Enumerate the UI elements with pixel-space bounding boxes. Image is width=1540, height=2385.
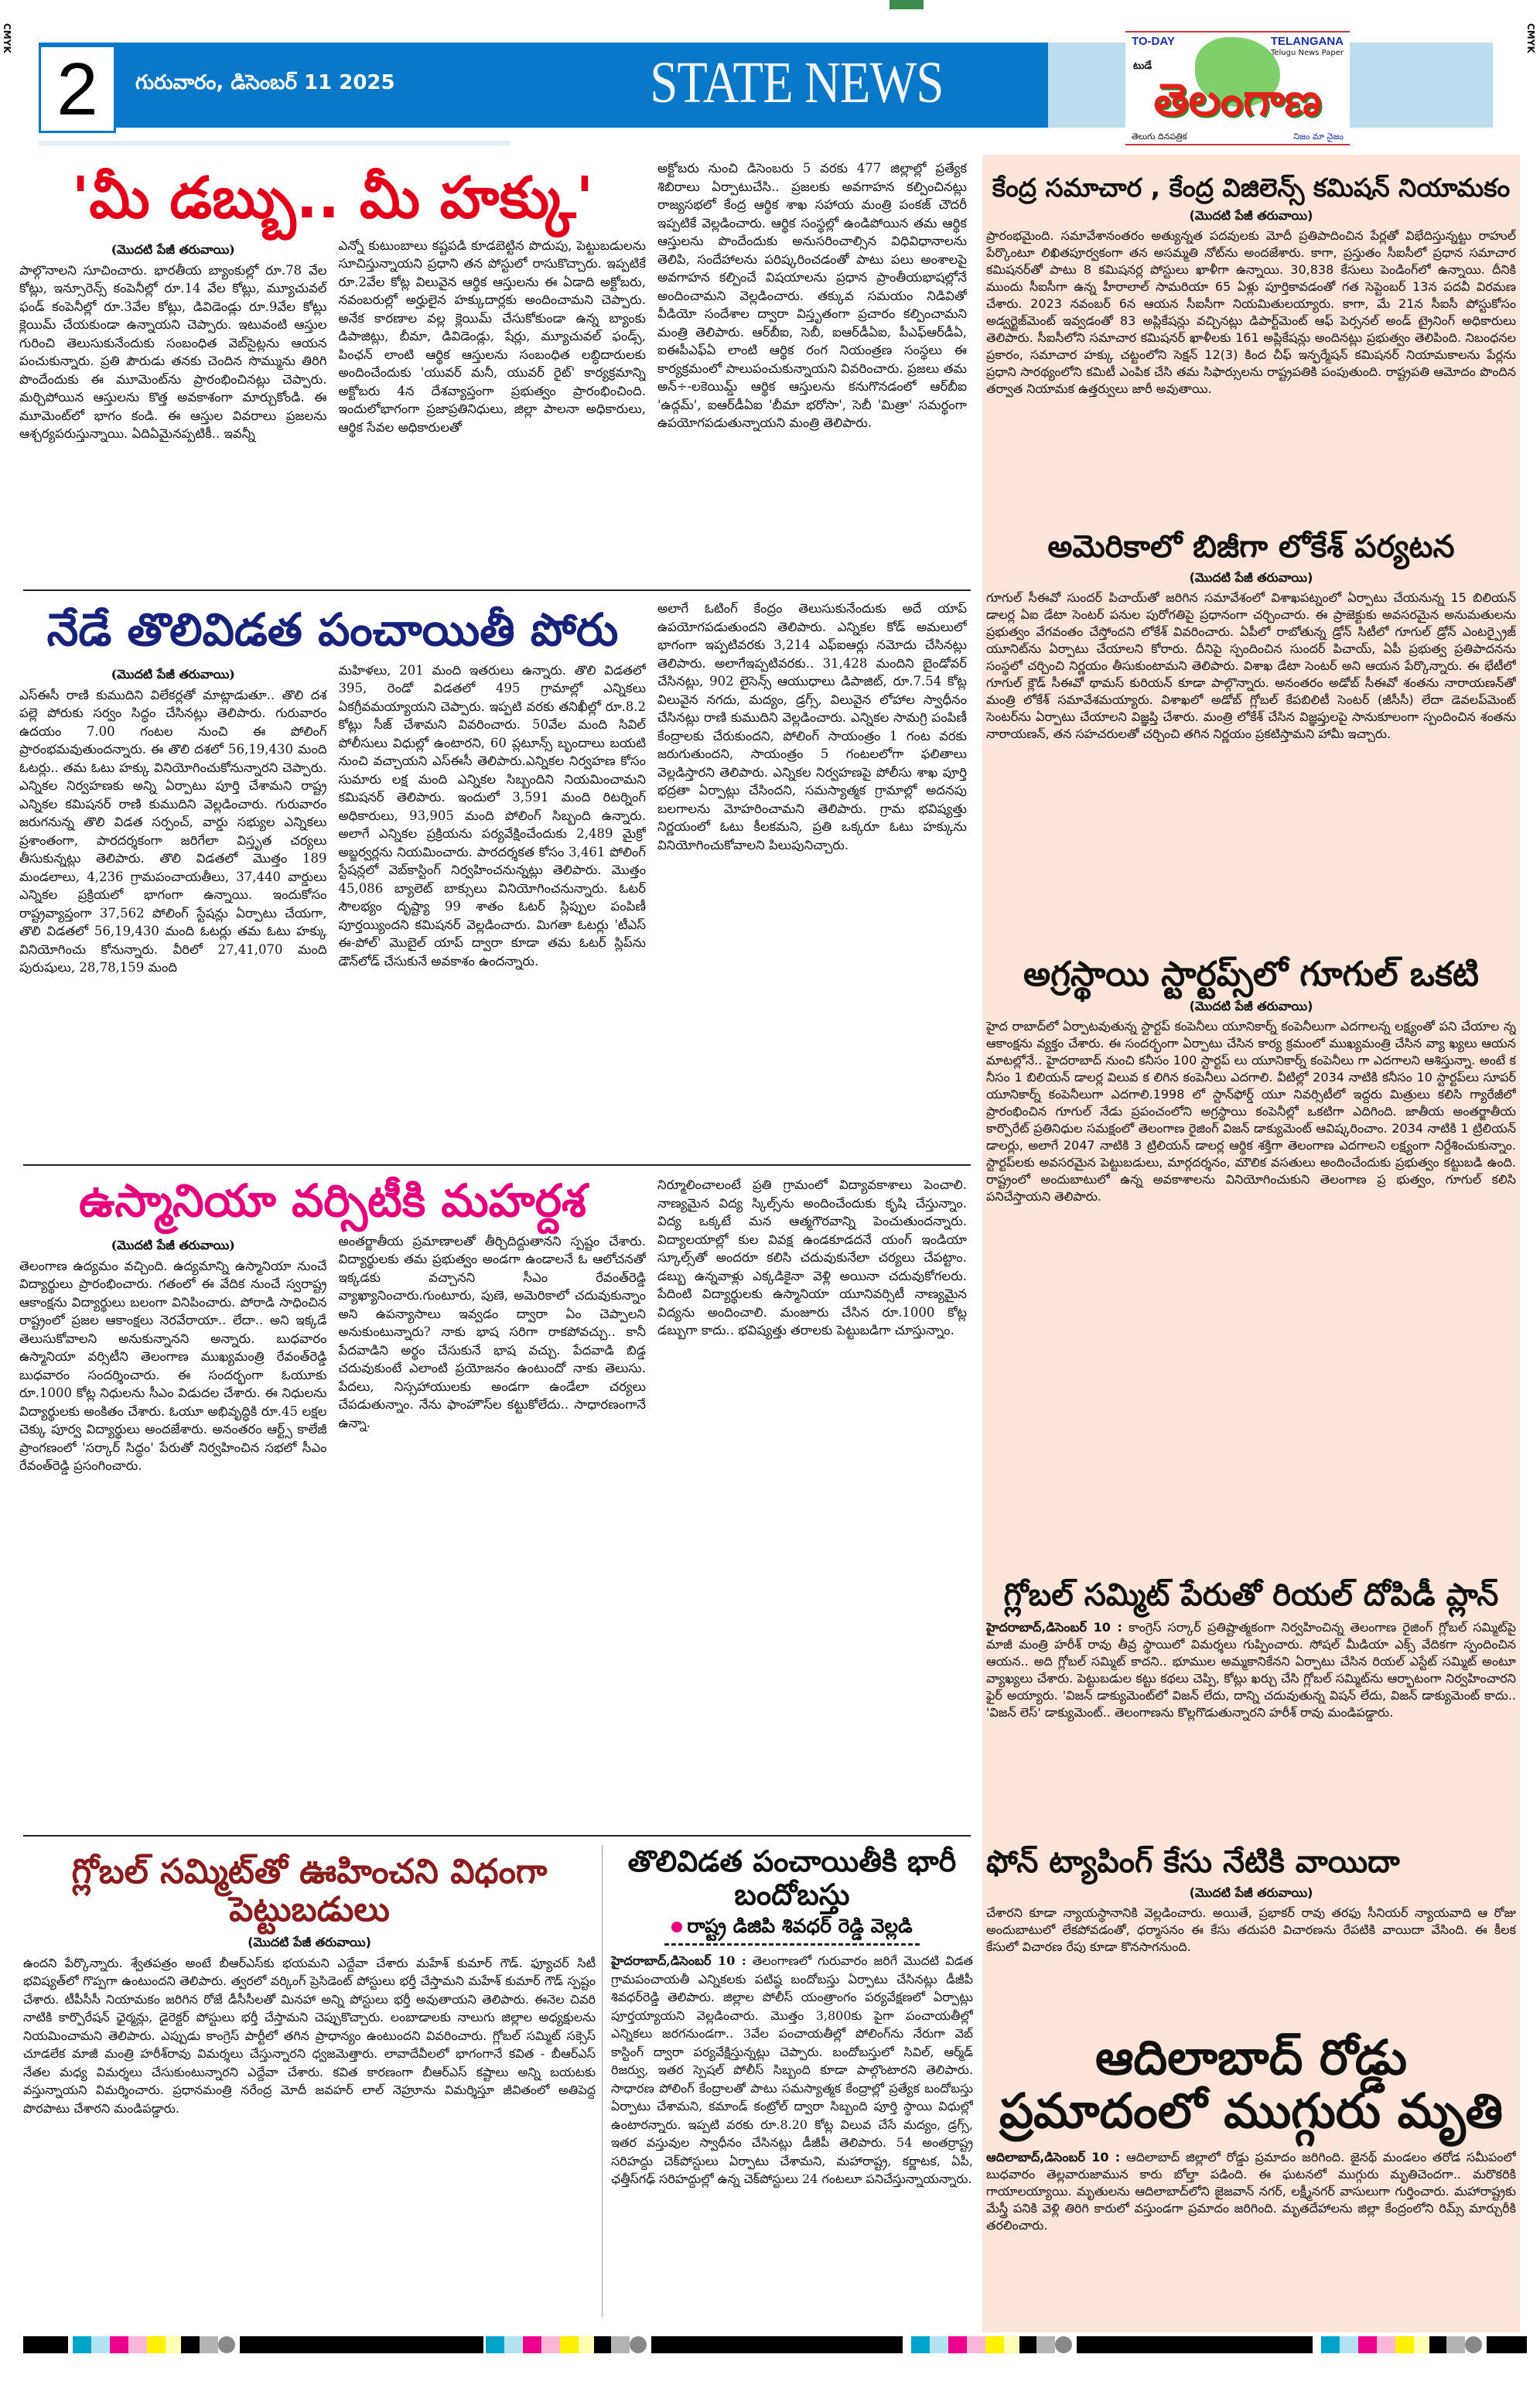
article-body — [611, 1952, 973, 2317]
column-text: తెలంగాణ ఉద్యమం వచ్చింది. ఉద్యమాన్ని ఉస్మానియా నుంచే విద్యార్థులు ప్రారంభించారు. గతంలో ఈ వేదిక నుంచే స్వరాష్ట్ర ఆకాంక్షను విద్యార్థులు బలంగా వినిపించారు. పోరాడి సాధించిన రాష్ట్రంలో ప్రజల ఆకాంక్షలు నెరవేరాయా.. లేదా.. అని ఇక్కడే తెలుసుకోవాలని అనుకున్నానని అన్నారు. బుధవారం ఉస్మానియా వర్సిటీని తెలంగాణ ముఖ్యమంత్రి రేవంత్‌రెడ్డి బుధవారం సందర్శించారు. ఈ సందర్భంగా ఓయూకు రూ.1000 కోట్ల నిధులను సీఎం విడుదల చేశారు. ఈ నిధులను విద్యార్థులకు అంకితం చేశారు. ఓయూ అభివృద్ధికి రూ.45 లక్షల చెక్కు పూర్వ విద్యార్థులు అందజేశారు. అనంతరం ఆర్ట్స్ కాలేజీ ప్రాంగణంలో 'సర్కార్ సిద్ధం' పేరుతో నిర్వహించిన సభలో సీఎం రేవంత్‌రెడ్డి ప్రసంగించారు. — [19, 1258, 327, 1474]
headline: ఉస్మానియా వర్సిటీకి మహర్దశ — [79, 1176, 586, 1227]
headline: గ్లోబల్ సమ్మిట్ పేరుతో రియల్ దోపిడీ ప్లాన్ — [1003, 1578, 1499, 1613]
cmyk-mark-right: CMYK — [1525, 23, 1536, 53]
logo-telangana: TELANGANA — [1270, 35, 1344, 48]
subheadline-text: రాష్ట్ర డిజిపి శివధర్ రెడ్డి వెల్లడి — [687, 1915, 913, 1938]
continued-label: (మొదటి పేజీ తరువాయి) — [111, 241, 235, 257]
continued-label: (మొదటి పేజీ తరువాయి) — [248, 1934, 371, 1949]
article-adilabad-accident — [986, 2031, 1516, 2321]
continued-label: (మొదటి పేజీ తరువాయి) — [1189, 207, 1313, 223]
continued-label: (మొదటి పేజీ తరువాయి) — [1189, 1884, 1313, 1900]
article-column — [19, 1232, 327, 1826]
logo-bottom-left: తెలుగు దినపత్రిక — [1132, 132, 1187, 142]
article-body — [986, 1619, 1516, 1840]
issue-date: గురువారం, డిసెంబర్ 11 2025 — [135, 71, 395, 94]
article-body: చేశారని కూడా న్యాయస్థానానికి వెల్లడించారు. అయితే, ప్రభాకర్ రావు తరఫు సీనియర్ న్యాయవాది ఆ రోజు అందుబాటులో లేకపోవడంతో, ధర్మాసనం ఈ కేసు తదుపరి విచారణను రేపటికి వాయిదా వేసింది. ఈ కీలక కేసులో విచారణ రేపు కూడా కొనసాగనుంది. — [986, 1905, 1516, 1954]
article-column: మహిళలు, 201 మంది ఇతరులు ఉన్నారు. తొలి విడతలో 395, రెండో విడతలో 495 గ్రామాల్లో ఎన్నికలు ఏకగ్రీవమయ్యాయని చెప్పారు. ఇప్పటి వరకు తనిఖీల్లో రూ.8.2 కోట్లు సీజ్ చేశామని వివరించారు. 50వేల మంది సివిల్ పోలీసులు విధుల్లో ఉంటారని, 60 ప్లటూన్స్ బృందాలు బయటి నుంచి వచ్చాయని ఎస్ఈసీ తెలిపారు.ఎన్నికల నిర్వహణ కోసం సుమారు లక్ష మంది ఎన్నికల సిబ్బందిని నియమించామని కమిషనర్ తెలిపారు. ఇందులో 3,591 మంది రిటర్నింగ్ అధికారులు, 93,905 మంది పోలింగ్ సిబ్బంది ఉన్నారు. అలాగే ఎన్నికల ప్రక్రియను పర్యవేక్షించేందుకు 2,489 మైక్రో అబ్జర్వర్లను నియమించారు. పారదర్శకత కోసం 3,461 పోలింగ్ స్టేషన్లలో వెబ్‌కాస్టింగ్ నిర్వహించనున్నట్లు తెలిపారు. మొత్తం 45,086 బ్యాలెట్ బాక్సులు వినియోగించనున్నారు. ఓటర్ సౌలభ్యం దృష్ట్యా 99 శాతం ఓటర్ స్లిప్పుల పంపిణీ పూర్తయ్యిందని కమిషనర్ వెల్లడించారు. మిగతా ఓటర్లు 'టీఎస్ ఈ-పోల్' మొబైల్ యాప్ ద్వారా కూడా తమ ఓటర్ స్లిప్‌ను డౌన్‌లోడ్ చేసుకునే అవకాశం ఉందన్నారు. — [338, 662, 646, 969]
body-text: తెలంగాణలో గురువారం జరిగే మొదటి విడత గ్రామపంచాయతీ ఎన్నికలకు పటిష్ఠ బందోబస్తు ఏర్పాటు చేసినట్లు డీజీపీ శివధర్‌రెడ్డి తెలిపారు. జిల్లాల పోలీస్ యంత్రాంగం పర్యవేక్షణలో ఏర్పాట్లు పూర్తయ్యాయని వెల్లడించారు. మొత్తం 3,800కు పైగా పంచాయతీల్లో ఎన్నికలు జరగనుండగా.. 3వేల పంచాయతీల్లో పోలింగ్‌ను నేరుగా వెబ్ కాస్టింగ్ ద్వారా పర్యవేక్షిస్తున్నట్లు చెప్పారు. బందోబస్తులో సివిల్, ఆర్మ్‌డ్ రిజర్వు, ఇతర స్పెషల్ పోలీస్ సిబ్బంది కూడా పాల్గొంటారని తెలిపారు. సాధారణ పోలింగ్ కేంద్రాలతో పాటు సమస్యాత్మక కేంద్రాల్లో ప్రత్యేక బందోబస్తు ఏర్పాటు చేశామని, కమాండ్ కంట్రోల్ ద్వారా సిబ్బంది పూర్తి స్థాయి విధుల్లో ఉంటారన్నారు. ఇప్పటి వరకు రూ.8.20 కోట్ల విలువ చేసే మద్యం, డ్రగ్స్, ఇతర వస్తువుల స్వాధీనం చేసినట్లు డీజీపీ తెలిపారు. 54 అంతర్రాష్ట్ర సరిహద్దు చెక్‌పోస్టులు ఏర్పాటు చేశామని, మహారాష్ట్ర, కర్ణాటక, ఏపీ, ఛత్తీస్‌గఢ్ సరిహద్దుల్లో ఉన్న చెక్‌పోస్టులు 24 గంటలూ పనిచేస్తున్నాయన్నారు. — [611, 1953, 973, 2187]
headline: కేంద్ర సమాచార , కేంద్ర విజిలెన్స్ కమిషన్ నియామకం — [992, 174, 1511, 203]
divider — [23, 589, 971, 591]
dateline: హైదరాబాద్,డిసెంబర్ 10 : — [986, 1619, 1122, 1635]
body-text: కాంగ్రెస్ సర్కార్ ప్రతిష్టాత్మకంగా నిర్వహించిన్న తెలంగాణ రైజింగ్ గ్లోబల్ సమ్మిట్‌పై మాజీ మంత్రి హరీశ్ రావు తీవ్ర స్థాయిలో విమర్శలు గుప్పించారు. సోషల్ మీడియా ఎక్స్ వేదికగా స్పందించిన ఆయన.. అది గ్లోబల్ సమ్మిట్ కాదని.. భూముల అమ్మకానికేనని ఏర్పాటు చేసిన రియల్ ఎస్టేట్ సమ్మిట్ అంటూ వ్యాఖ్యలు చేశారు. పెట్టుబడుల కట్టు కథలు చెప్పి, కోట్లు ఖర్చు చేసి గ్లోబల్ సమ్మిట్‌ను ఆర్భాటంగా నిర్వహించారని ఫైర్ అయ్యారు. 'విజన్ డాక్యుమెంట్‌లో విజన్ లేదు, దాన్ని చదువుతున్న విషన్ లేదు, విజన్ డాక్యుమెంట్ కాదు.. 'విజన్ లెస్' డాక్యుమెంట్.. తెలంగాణను కొల్లగొడుతున్నారని హరీశ్ రావు మండిపడ్డారు. — [986, 1619, 1516, 1720]
dateline: ఆదిలాబాద్,డిసెంబర్ 10 : — [986, 2149, 1121, 2165]
bullet-icon — [671, 1922, 682, 1932]
article-police-bandobast — [611, 1845, 973, 2317]
headline — [986, 2031, 1516, 2138]
article-osmania-university — [19, 1176, 646, 1826]
headline: ఫోన్ ట్యాపింగ్ కేసు నేటికి వాయిదా — [986, 1845, 1400, 1880]
headline: గ్లోబల్ సమ్మిట్‌తో ఊహించని విధంగా పెట్టుబడులు — [71, 1853, 548, 1930]
article-panchayat-poll — [19, 605, 646, 1156]
dashed-divider — [664, 1943, 920, 1946]
newspaper-logo — [1125, 31, 1350, 145]
article-body: గూగుల్ సీఈవో సుందర్ పిచాయ్‌తో జరిగిన సమావేశంలో విశాఖపట్నంలో ఏర్పాటు చేయనున్న 15 బిలియన్ డాలర్ల ఏఐ డేటా సెంటర్ పనుల పురోగతిపై ప్రధానంగా చర్చించారు. ఈ ప్రాజెక్టుకు అవసరమైన అనుమతులను ప్రభుత్వం వేగవంతం చేస్తోందని లోకేశ్ వివరించారు. ఏపీలో రాబోతున్న డ్రోన్ సిటీలో గూగుల్ డ్రోన్ ఎంటర్ప్రైజ్ యూనిట్‌ను ఏర్పాటు చేయాలని కోరారు. దీనిపై స్పందించిన సుందర్ పిచాయ్, ఏపీ ప్రభుత్వ ప్రతిపాదనను సంస్థలో చర్చించి నిర్ణయం తీసుకుంటామని తెలిపారు. విశాఖ డేటా సెంటర్ అని ఆయన పేర్కొన్నారు. ఈ భేటీలో గూగుల్ క్లౌడ్ సీఈవో థామస్ కురియన్ కూడా పాల్గొన్నారు. అనంతరం అడోబ్ సీఈవో శంతను నారాయణన్‌తో మంత్రి లోకేశ్ సమావేశమయ్యారు. విశాఖలో అడోబ్ గ్లోబల్ కేపబిలిటీ సెంటర్ (జీసీసీ) లేదా డెవలప్‌మెంట్ సెంటర్‌ను ఏర్పాటు చేయాలని విజ్ఞప్తి చేశారు. మంత్రి లోకేశ్ చేసిన విజ్ఞప్తులపై సానుకూలంగా స్పందించిన శంతను నారాయణన్, తన సహచరులతో చర్చించి తగిన నిర్ణయం ప్రకటిస్తామని హామీ ఇచ్చారు. — [986, 589, 1516, 741]
logo-name: తెలంగాణ — [1153, 73, 1322, 126]
article-columns — [19, 661, 646, 1156]
continued-label: (మొదటి పేజీ తరువాయి) — [1189, 569, 1313, 585]
divider — [23, 1164, 971, 1166]
calibration-block — [486, 2336, 903, 2353]
article-columns — [19, 1232, 646, 1826]
logo-today: TO-DAY — [1132, 35, 1175, 48]
calibration-block — [23, 2336, 483, 2353]
article-lokesh-america — [986, 530, 1516, 944]
headline-line: ఆదిలాబాద్ రోడ్డు — [1094, 2031, 1408, 2086]
page-number: 2 — [39, 45, 116, 133]
article-phone-tapping — [986, 1845, 1516, 2023]
article-body — [986, 2149, 1516, 2321]
article-your-money — [19, 166, 646, 584]
column-divider — [602, 1845, 603, 2317]
headline: అమెరికాలో బిజీగా లోకేశ్ పర్యటన — [1047, 530, 1455, 565]
article-google-startups — [986, 955, 1516, 1563]
article-summit-investments — [23, 1853, 596, 2317]
article-cic-appointment — [986, 174, 1516, 522]
calibration-block — [911, 2336, 1313, 2353]
body-text: ఆదిలాబాద్ జిల్లాలో రోడ్డు ప్రమాదం జరిగింది. జైనథ్ మండలం తరోడ సమీపంలో బుధవారం తెల్లవారుజామున కారు బోల్తా పడింది. ఈ ఘటనలో ముగ్గురు మృతిచెందగా.. మరొకరికి గాయాలయ్యాయి. మృతులను ఆదిలాబాద్‌లోని జైజవాన్ నగర్, లక్ష్మీనగర్ వాసులుగా గుర్తించారు. మహారాష్ట్రకు మేస్త్రీ పనికి వెళ్లి తిరిగి కారులో వస్తుండగా ప్రమాదం జరిగింది. మృతదేహాలను జిల్లా కేంద్రంలోని రిమ్స్ మార్చురీకి తరలించారు. — [986, 2149, 1516, 2233]
article-summit-real-estate — [986, 1578, 1516, 1840]
headline: 'మీ డబ్బు.. మీ హక్కు' — [71, 166, 594, 231]
headline: నేడే తొలివిడత పంచాయితీ పోరు — [46, 605, 619, 656]
article-column: ఎన్నో కుటుంబాలు కష్టపడి కూడబెట్టిన పొదుపు, పెట్టుబడులను సూచిస్తున్నాయని ప్రధాని తన పోస్టులో రాసుకొచ్చారు. ఇప్పటికే రూ.2వేల కోట్ల విలువైన ఆర్థిక ఆస్తులను ఈ ఏడాది అక్టోబరు, నవంబరుల్లో అర్హులైన హక్కుదార్లకు అందించామని చెప్పారు. అనేక కారణాల వల్ల క్లెయిమ్ చేసుకోకుండా ఉన్న బ్యాంకు డిపాజిట్లు, బీమా, డివిడెండ్లు, షేర్లు, మ్యూచువల్ ఫండ్స్, పింఛన్ లాంటి ఆర్థిక ఆస్తులను సంబంధిత లబ్ధిదారులకు అందించేందుకు 'యువర్ మనీ, యువర్ రైట్' కార్యక్రమాన్ని అక్టోబరు 4న దేశవ్యాప్తంగా ప్రభుత్వం ప్రారంభించింది. ఇందులోభాగంగా ప్రజాప్రతినిధులు, జిల్లా పాలనా అధికారులు, ఆర్థిక సేవల అధికారులతో — [338, 237, 646, 435]
calibration-block — [1321, 2336, 1527, 2353]
logo-small: టుడే — [1133, 60, 1152, 72]
headline: అగ్రస్థాయి స్టార్టప్స్‌లో గూగుల్ ఒకటి — [1023, 955, 1479, 994]
divider — [23, 1835, 971, 1837]
continued-label: (మొదటి పేజీ తరువాయి) — [111, 666, 235, 682]
article-column: నిర్మూలించాలంటే ప్రతి గ్రామంలో విద్యావకాశాలు పెంచాలి. నాణ్యమైన విద్య స్కిల్స్‌ను అందించేందుకు కృషి చేస్తున్నాం. విద్య ఒక్కటే మన ఆత్మగౌరవాన్ని పెంచుతుందన్నారు. విద్యాలయాల్లో కుల వివక్ష ఉండకూడదనే యంగ్ ఇండియా స్కూల్స్‌తో అందరూ కలిసి చదువుకునేలా చర్యలు చేపట్టాం. డబ్బు ఉన్నవాళ్లు ఎక్కడికైనా వెళ్లి అయినా చదువుకోగలరు. పేదింటి విద్యార్థులకు ఉస్మానియా యూనివర్సిటీ నాణ్యమైన విద్యను అందించాలి. మంజూరు చేసిన రూ.1000 కోట్ల డబ్బుగా కాదు.. భవిష్యత్తు తరాలకు పెట్టుబడిగా చూస్తున్నాం. — [657, 1177, 967, 1338]
article-body: హైద రాబాద్‌లో ఏర్పాటవుతున్న స్టార్టప్ కంపెనీలు యూనికార్న్ కంపెనీలుగా ఎదగాలన్న లక్ష్యంతో పని చేయాల న్న ఆకాంక్షను వ్యక్తం చేశారు. ఈ సందర్భంగా ఏర్పాటు చేసిన కార్య క్రమంలో ముఖ్యమంత్రి చేసిన వ్యా ఖ్యలు ఆయన మాటల్లోనే.. హైదరాబాద్ నుంచి కనీసం 100 స్టార్టప్ లు యూనికార్న్ కంపెనీలు గా ఎదగాలని ఆశిస్తున్నా. అంటే క నీసం 1 బిలియన్ డాలర్ల విలువ క లిగిన కంపెనీలు ఎదగాలి. వీటిల్లో 2034 నాటికి కనీసం 10 స్టార్టప్‌లు సూపర్ యూనికార్న్ కంపెనీలుగా ఎదగాలి.1998 లో స్టాన్‌ఫోర్డ్ యూ నివర్సిటీలో ఇద్దరు మిత్రులు కలిసి గ్యారేజీలో ప్రారంభించిన గూగుల్ నేడు ప్రపంచంలోని అగ్రస్థాయి కంపెనీల్లో ఒకటిగా ఎదిగింది. జాతీయ అంతర్జాతీయ కార్పొరేట్ ప్రతినిధుల సమక్షంలో తెలంగాణ రైజింగ్ విజన్ డాక్యుమెంట్ ఆవిష్కరించాం. 2034 నాటికి 1 ట్రిలియన్ డాలర్లు, అలాగే 2047 నాటికి 3 ట్రిలియన్ డాలర్ల ఆర్థిక శక్తిగా తెలంగాణ ఎదగాలని లక్ష్యంగా నిర్దేశించుకున్నాం. స్టార్టప్‌లకు అవసరమైన పెట్టుబడులు, మార్గదర్శనం, మౌలిక వసతులు అందించేందుకు ప్రభుత్వం కట్టుబడి ఉంది. రాష్ట్రంలో అందుబాటులో ఉన్న అవకాశాలను వినియోగించుకుని తెలంగాణ ప్ర భుత్వం, గూగుల్ కలిసి పనిచేస్తాయని తెలిపారు. — [986, 1019, 1516, 1204]
article-columns — [19, 237, 646, 584]
registration-mark — [890, 0, 924, 9]
headline: తొలివిడత పంచాయితీకి భారీ బందోబస్తు — [627, 1845, 957, 1912]
article-column: అక్టోబరు నుంచి డిసెంబరు 5 వరకు 477 జిల్లాల్లో ప్రత్యేక శిబిరాలు ఏర్పాటుచేసి.. ప్రజలకు అవగాహన కల్పించినట్లు రాజ్యసభలో కేంద్ర ఆర్థిక శాఖ సహాయ మంత్రి పంకజ్ చౌదరీ ఇప్పటికే వెల్లడించారు. ఆర్థిక సంస్థల్లో ఉండిపోయిన తమ ఆర్థిక ఆస్తులను పొందేందుకు అనుసరించాల్సిన విధివిధానాలను తెలిపి, సందేహాలను పరిష్కరించడంతో పాటు పలు అంశాలపై అవగాహన కల్పించే విషయాలను ప్రధాన ప్రాంతీయభాషల్లోనే అందించామని వెల్లడించారు. తక్కువ సమయం నిడివితో వీడియో సందేశాల ద్వారా విస్తృతంగా ప్రచారం కల్పించామని మంత్రి తెలిపారు. ఆర్‌బీఐ, సెబీ, ఐఆర్‌డీఏఐ, పీఎఫ్‌ఆర్‌డీఏ, ఐఈపీఎఫ్‌ఏ లాంటి ఆర్థిక రంగ నియంత్రణ సంస్థలు ఈ కార్యక్రమంలో పాలుపంచుకున్నాయని వివరించారు. ప్రజలు తమ అన్‌÷-లకెయిమ్డ్ ఆర్థిక ఆస్తులను కనుగొనడంలో ఆర్‌బీఐ 'ఉద్గమ్', ఐఆర్‌డీఏఐ 'బీమా భరోసా', సెబీ 'మిత్రా' సమర్థంగా ఉపయోగపడుతున్నాయని మంత్రి తెలిపారు. — [657, 161, 967, 430]
article-column — [19, 237, 327, 584]
header-underline — [39, 141, 510, 145]
continued-label: (మొదటి పేజీ తరువాయి) — [111, 1237, 235, 1252]
column-text: ఎస్ఈసీ రాణి కుముదిని విలేకర్లతో మాట్లాడుతూ.. తొలి దశ పల్లె పోరుకు సర్వం సిద్ధం చేసినట్లు తెలిపారు. గురువారం ఉదయం 7.00 గంటల నుంచి ఈ పోలింగ్ ప్రారంభమవుతుందన్నారు. ఈ తొలి దశలో 56,19,430 మంది ఓటర్లు.. తమ ఓటు హక్కు వినియోగించుకోనున్నారని చెప్పారు. ఎన్నికల నిర్వహణకు అన్ని ఏర్పాటు పూర్తి చేశామని రాష్ట్ర ఎన్నికల కమిషనర్ రాణి కుముదిని వెల్లడించారు. గురువారం జరుగనున్న తొలి విడత సర్పంచ్, వార్డు సభ్యుల ఎన్నికలు ప్రశాంతంగా, పారదర్శకంగా జరిగేలా విస్తృత చర్యలు తీసుకున్నట్లు తెలిపారు. తొలి విడతలో మొత్తం 189 మండలాలు, 4,236 గ్రామపంచాయతీలు, 37,440 వార్డులు ఎన్నికల ప్రక్రియలో భాగంగా ఉన్నాయి. ఇందుకోసం రాష్ట్రవ్యాప్తంగా 37,562 పోలింగ్ స్టేషన్లు ఏర్పాటు చేయగా, తొలి విడతలో 56,19,430 మంది ఓటర్లు తమ ఓటు హక్కు వినియోగించు కోనున్నారు. వీరిలో 27,41,070 మంది పురుషులు, 28,78,159 మంది — [19, 687, 327, 976]
article-body: ప్రారంభమైంది. సమావేశానంతరం అత్యున్నత పదవులకు మోదీ ప్రతిపాదించిన పేర్లతో విభేదిస్తున్నట్టు రాహుల్ పేర్కొంటూ లిఖితపూర్వకంగా తన అసమ్మతి నోట్‌ను అందజేశారు. కాగా, ప్రస్తుతం సీఐసీలో ప్రధాన సమాచార కమిషనర్‌తో పాటు 8 కమిషనర్ల పోస్టులు ఖాళీగా ఉన్నాయి. 30,838 కేసులు పెండింగ్‌లో ఉన్నాయి. దీనికి ముందు సీఐసీగా ఉన్న హీరాలాల్ సామరియా 65 ఏళ్లు పూర్తికావడంతో గత సెప్టెంబర్ 13న పదవీ విరమణ చేశారు. 2023 నవంబర్ 6న ఆయన సీఐసీగా నియమితులయ్యారు. కాగా, మే 21న సీఐసీ పోస్టుకోసం అడ్వర్టైజ్‌మెంట్ ఇవ్వడంతో 83 అప్లికేషన్లు వచ్చినట్లు డిపార్ట్‌మెంట్ ఆఫ్ పెర్సనల్ అండ్ ట్రైనింగ్ అధికారులు తెలిపారు. సీఐసీలోని సమాచార కమిషనర్ ఖాళీలకు 161 అప్లికేషన్లు అందినట్లు ప్రభుత్వం తెలిపింది. నిబంధనల ప్రకారం, సమాచార హక్కు చట్టంలోని సెక్షన్ 12(3) కింద చీఫ్ ఇన్ఫర్మేషన్ కమిషనర్ నియామకాలను పేర్లను ప్రధాని సారథ్యంలోని కమిటీ ఎంపిక చేసి తమ సిఫార్సులను రాష్ట్రపతికి పంపుతుంది. రాష్ట్రపతి ఆమోదం పొందిన తర్వాత నియామక ఉత్తర్వులు జారీ అవుతాయి. — [986, 227, 1516, 396]
dateline: హైదరాబాద్,డిసెంబర్ 10 : — [611, 1953, 746, 1969]
continued-label: (మొదటి పేజీ తరువాయి) — [1189, 999, 1313, 1014]
article-column — [19, 661, 327, 1156]
column-text: పాల్గొనాలని సూచించారు. భారతీయ బ్యాంకుల్లో రూ.78 వేల కోట్లు, ఇన్సూరెన్స్ కంపెనీల్లో రూ.14 వేల కోట్లు, మ్యూచువల్ ఫండ్ కంపెనీల్లో రూ.3వేల కోట్లు, డివిడెండ్లు రూ.9వేల కోట్లు క్లెయిమ్ చేయకుండా ఉన్నాయని చెప్పారు. ఇటువంటి ఆస్తుల గురించి తెలుసుకునేందుకు సంబంధిత వెబ్‌సైట్లను ఆయన పంచుకున్నారు. ప్రతి పౌరుడు తనకు చెందిన సొమ్మును తిరిగి పొందేందుకు ఈ మూమెంట్‌ను ప్రారంభించినట్లు చెప్పారు. మర్చిపోయిన ఆస్తులను కొత్త అవకాశంగా మార్చుకోండి. ఈ మూమెంట్‌లో భాగం కండి. ఈ ఆస్తుల వివరాలు ప్రజలను ఆశ్చర్యపరుస్తున్నాయి. ఏదిఏమైనప్పటికీ.. ఇవన్నీ — [19, 262, 327, 442]
logo-tagline: Telugu News Paper — [1270, 49, 1344, 57]
logo-motto: నిజం మా నైజం — [1293, 132, 1344, 142]
article-column: అలాగే ఓటింగ్ కేంద్రం తెలుసుకునేందుకు అదే యాప్ ఉపయోగపడుతుందని తెలిపారు. ఎన్నికల కోడ్ అమలులో భాగంగా ఇప్పటివరకు 3,214 ఎఫ్ఐఆర్లు నమోదు చేసినట్లు తెలిపారు. అలాగేఇప్పటివరకు.. 31,428 మందిని బైండోవర్ చేసినట్లు, 902 లైసెన్స్ ఆయుధాలు డిపాజిట్, రూ.7.54 కోట్ల విలువైన నగదు, మద్యం, డ్రగ్స్, విలువైన లోహాల స్వాధీనం చేసినట్లు రాణి కుముదిని వెల్లడించారు. ఎన్నికల సామగ్రి పంపిణీ కేంద్రాలకు చేరుకుందని, పోలింగ్ సాయంత్రం 1 గంట వరకు జరుగుతుందని, సాయంత్రం 5 గంటలలోగా ఫలితాలు వెల్లడిస్తారని తెలిపారు. ఎన్నికల నిర్వహణపై పోలీసు శాఖ పూర్తి భద్రతా ఏర్పాట్లు చేసిందని, సమస్యాత్మక గ్రామాల్లో అదనపు బలగాలను మోహరించామని తెలిపారు. గ్రామ భవిష్యత్తు నిర్ణయంలో ఓటు కీలకమని, ప్రతి ఒక్కరూ ఓటు హక్కును వినియోగించుకోవాలని పిలుపునిచ్చారు. — [657, 601, 967, 853]
section-title: STATE NEWS — [650, 50, 944, 115]
subheadline — [611, 1914, 973, 1939]
cmyk-mark-left: CMYK — [2, 23, 12, 53]
headline-line: ప్రమాదంలో ముగ్గురు మృతి — [999, 2083, 1504, 2140]
article-column: అంతర్జాతీయ ప్రమాణాలతో తీర్చిదిద్దుతానని స్పష్టం చేశారు. విద్యార్థులకు తమ ప్రభుత్వం అండగా ఉండాలనే ఓ ఆలోచనతో ఇక్కడకు వచ్చానని సీఎం రేవంత్‌రెడ్డి వ్యాఖ్యానించారు.గుంటూరు, పుణె, అమెరికాలో చదువుకున్నాం అని ఉపన్యాసాలు ఇవ్వడం ద్వారా ఏం చెప్పాలని అనుకుంటున్నారు? నాకు భాష సరిగా రాకపోవచ్చు.. కానీ పేదవాడిని అర్థం చేసుకునే భాష వచ్చు. పేదవాడి బిడ్డ చదువుకుంటే ఎలాంటి ప్రయోజనం ఉంటుందో నాకు తెలుసు. పేదలు, నిస్సహాయులకు అండగా ఉండేలా చర్యలు చేపడుతున్నాం. నేను ఫాంహౌస్‌ల కట్టుకోలేదు.. సాధారణంగానే ఉన్నా. — [338, 1233, 646, 1430]
article-body: ఉందని పేర్కొన్నారు. శ్వేతపత్రం అంటే బీఆర్ఎస్‌కు భయమని ఎద్దేవా చేశారు మహేశ్ కుమార్ గౌడ్. ఫ్యూచర్ సిటీ భవిష్యత్‌లో గొప్పగా ఉంటుందని తెలిపారు. త్వరలో వర్కింగ్ ప్రెసిడెంట్ పోస్టులు భర్తీ చేస్తామని మహేశ్ కుమార్ గౌడ్ స్పష్టం చేశారు. టీపీసీసీ నియామకం జరిగిన రోజే డీసీసీలతో మినహా అన్ని పోస్టులు భర్తీ అవుతాయని తెలిపారు. ఈనెల చివరి నాటికి కార్పొరేషన్ ఛైర్మన్లు, డైరెక్టర్ పోస్టులు భర్తీ చేస్తామని చెప్పుకొచ్చారు. లంబాడాలకు నాలుగు జిల్లాల అధ్యక్షులను నియమించామని తెలిపారు. ఎప్పుడు కాంగ్రెస్ పార్టీలో తగిన ప్రాధాన్యం ఉంటుందని వివరించారు. గ్లోబల్ సమ్మిట్ సక్సెస్ చూడలేక మాజీ మంత్రి హరీశ్‌రావు విమర్శలు చేస్తున్నారని ధ్వజమెత్తారు. లావాదేవీలలో భాగంగానే కవిత - బీఆర్ఎస్ నేతల మధ్య విమర్శలు చేసుకుంటున్నారని ఎద్దేవా చేశారు. కవిత కారణంగా బీఆర్ఎస్ కష్టాలు అన్ని బయటకు వస్తున్నాయని విమర్శించారు. ప్రధానమంత్రి నరేంద్ర మోదీ జవహర్ లాల్ నెహ్రూను విమర్శిస్తూ జీవితంలో అతిపెద్ద పొరపాటు చేశారని మండిపడ్డారు. — [23, 1955, 596, 2116]
